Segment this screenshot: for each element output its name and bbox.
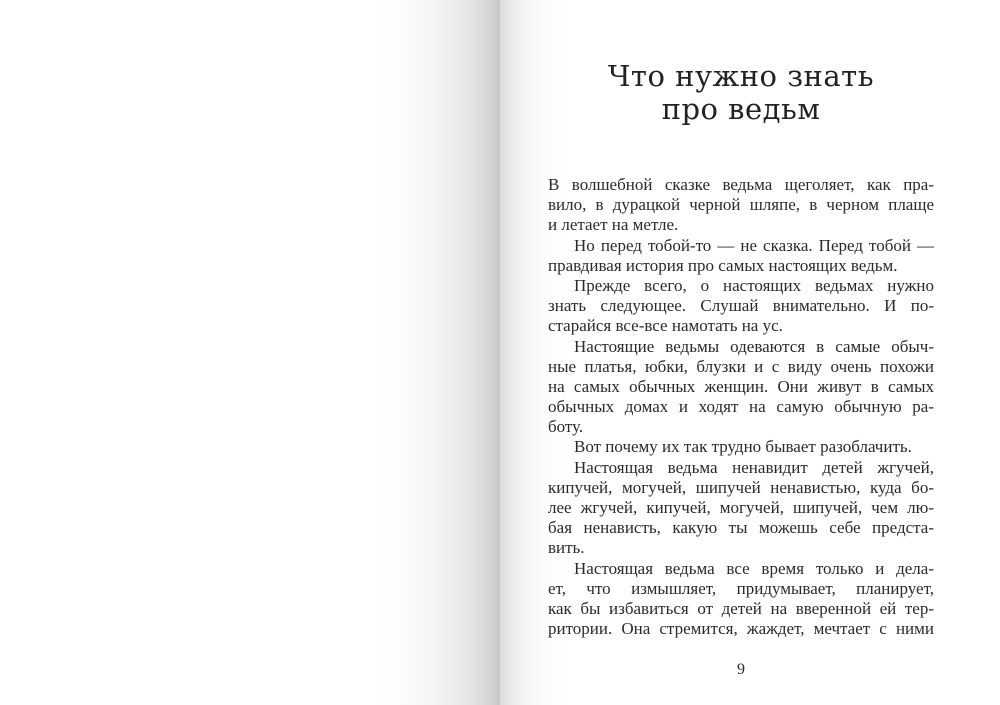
chapter-body-text: [548, 175, 934, 639]
text-line: знать следующее. Слушай внимательно. И по-: [548, 296, 934, 316]
text-line: Вот почему их так трудно бывает разоблачить.: [574, 437, 912, 457]
text-line: вить.: [548, 538, 585, 558]
text-line: Настоящая ведьма ненавидит детей жгучей,: [574, 457, 934, 477]
text-line: кипучей, могучей, шипучей ненавистью, куда бо-: [548, 477, 934, 497]
text-line: Настоящие ведьмы одеваются в самые обыч-: [574, 336, 934, 356]
page-number: 9: [737, 661, 745, 678]
text-line: боту.: [548, 417, 584, 437]
text-line: правдивая история про самых настоящих ведьм.: [548, 255, 898, 275]
text-line: бая ненависть, какую ты можешь себе предста-: [548, 518, 934, 538]
text-line: старайся все-все намотать на ус.: [548, 316, 783, 336]
text-line: обычных домах и ходят на самую обычную ра-: [548, 397, 934, 417]
text-line: на самых обычных женщин. Они живут в самых: [548, 376, 934, 396]
text-line: лее жгучей, кипучей, могучей, шипучей, чем лю-: [548, 498, 934, 517]
text-line: Настоящая ведьма все время только и дела-: [574, 558, 934, 578]
text-line: как бы избавиться от детей на вверенной ей тер-: [548, 598, 934, 618]
text-line: вило, в дурацкой черной шляпе, в черном плаще: [548, 195, 934, 215]
chapter-title-line: Что нужно знать: [608, 59, 874, 93]
text-line: ные платья, юбки, блузки и с виду очень похожи: [548, 356, 934, 376]
text-line: и летает на метле.: [548, 215, 679, 235]
chapter-title-line: про ведьм: [661, 92, 821, 126]
text-line: ритории. Она стремится, жаждет, мечтает с ними: [548, 619, 934, 639]
text-line: Но перед тобой-то — не сказка. Перед тобой —: [574, 235, 934, 255]
text-line: В волшебной сказке ведьма щеголяет, как пра-: [548, 175, 934, 194]
chapter-title: [548, 60, 934, 126]
text-line: ет, что измышляет, придумывает, планирует,: [548, 578, 934, 598]
text-line: Прежде всего, о настоящих ведьмах нужно: [574, 275, 934, 295]
